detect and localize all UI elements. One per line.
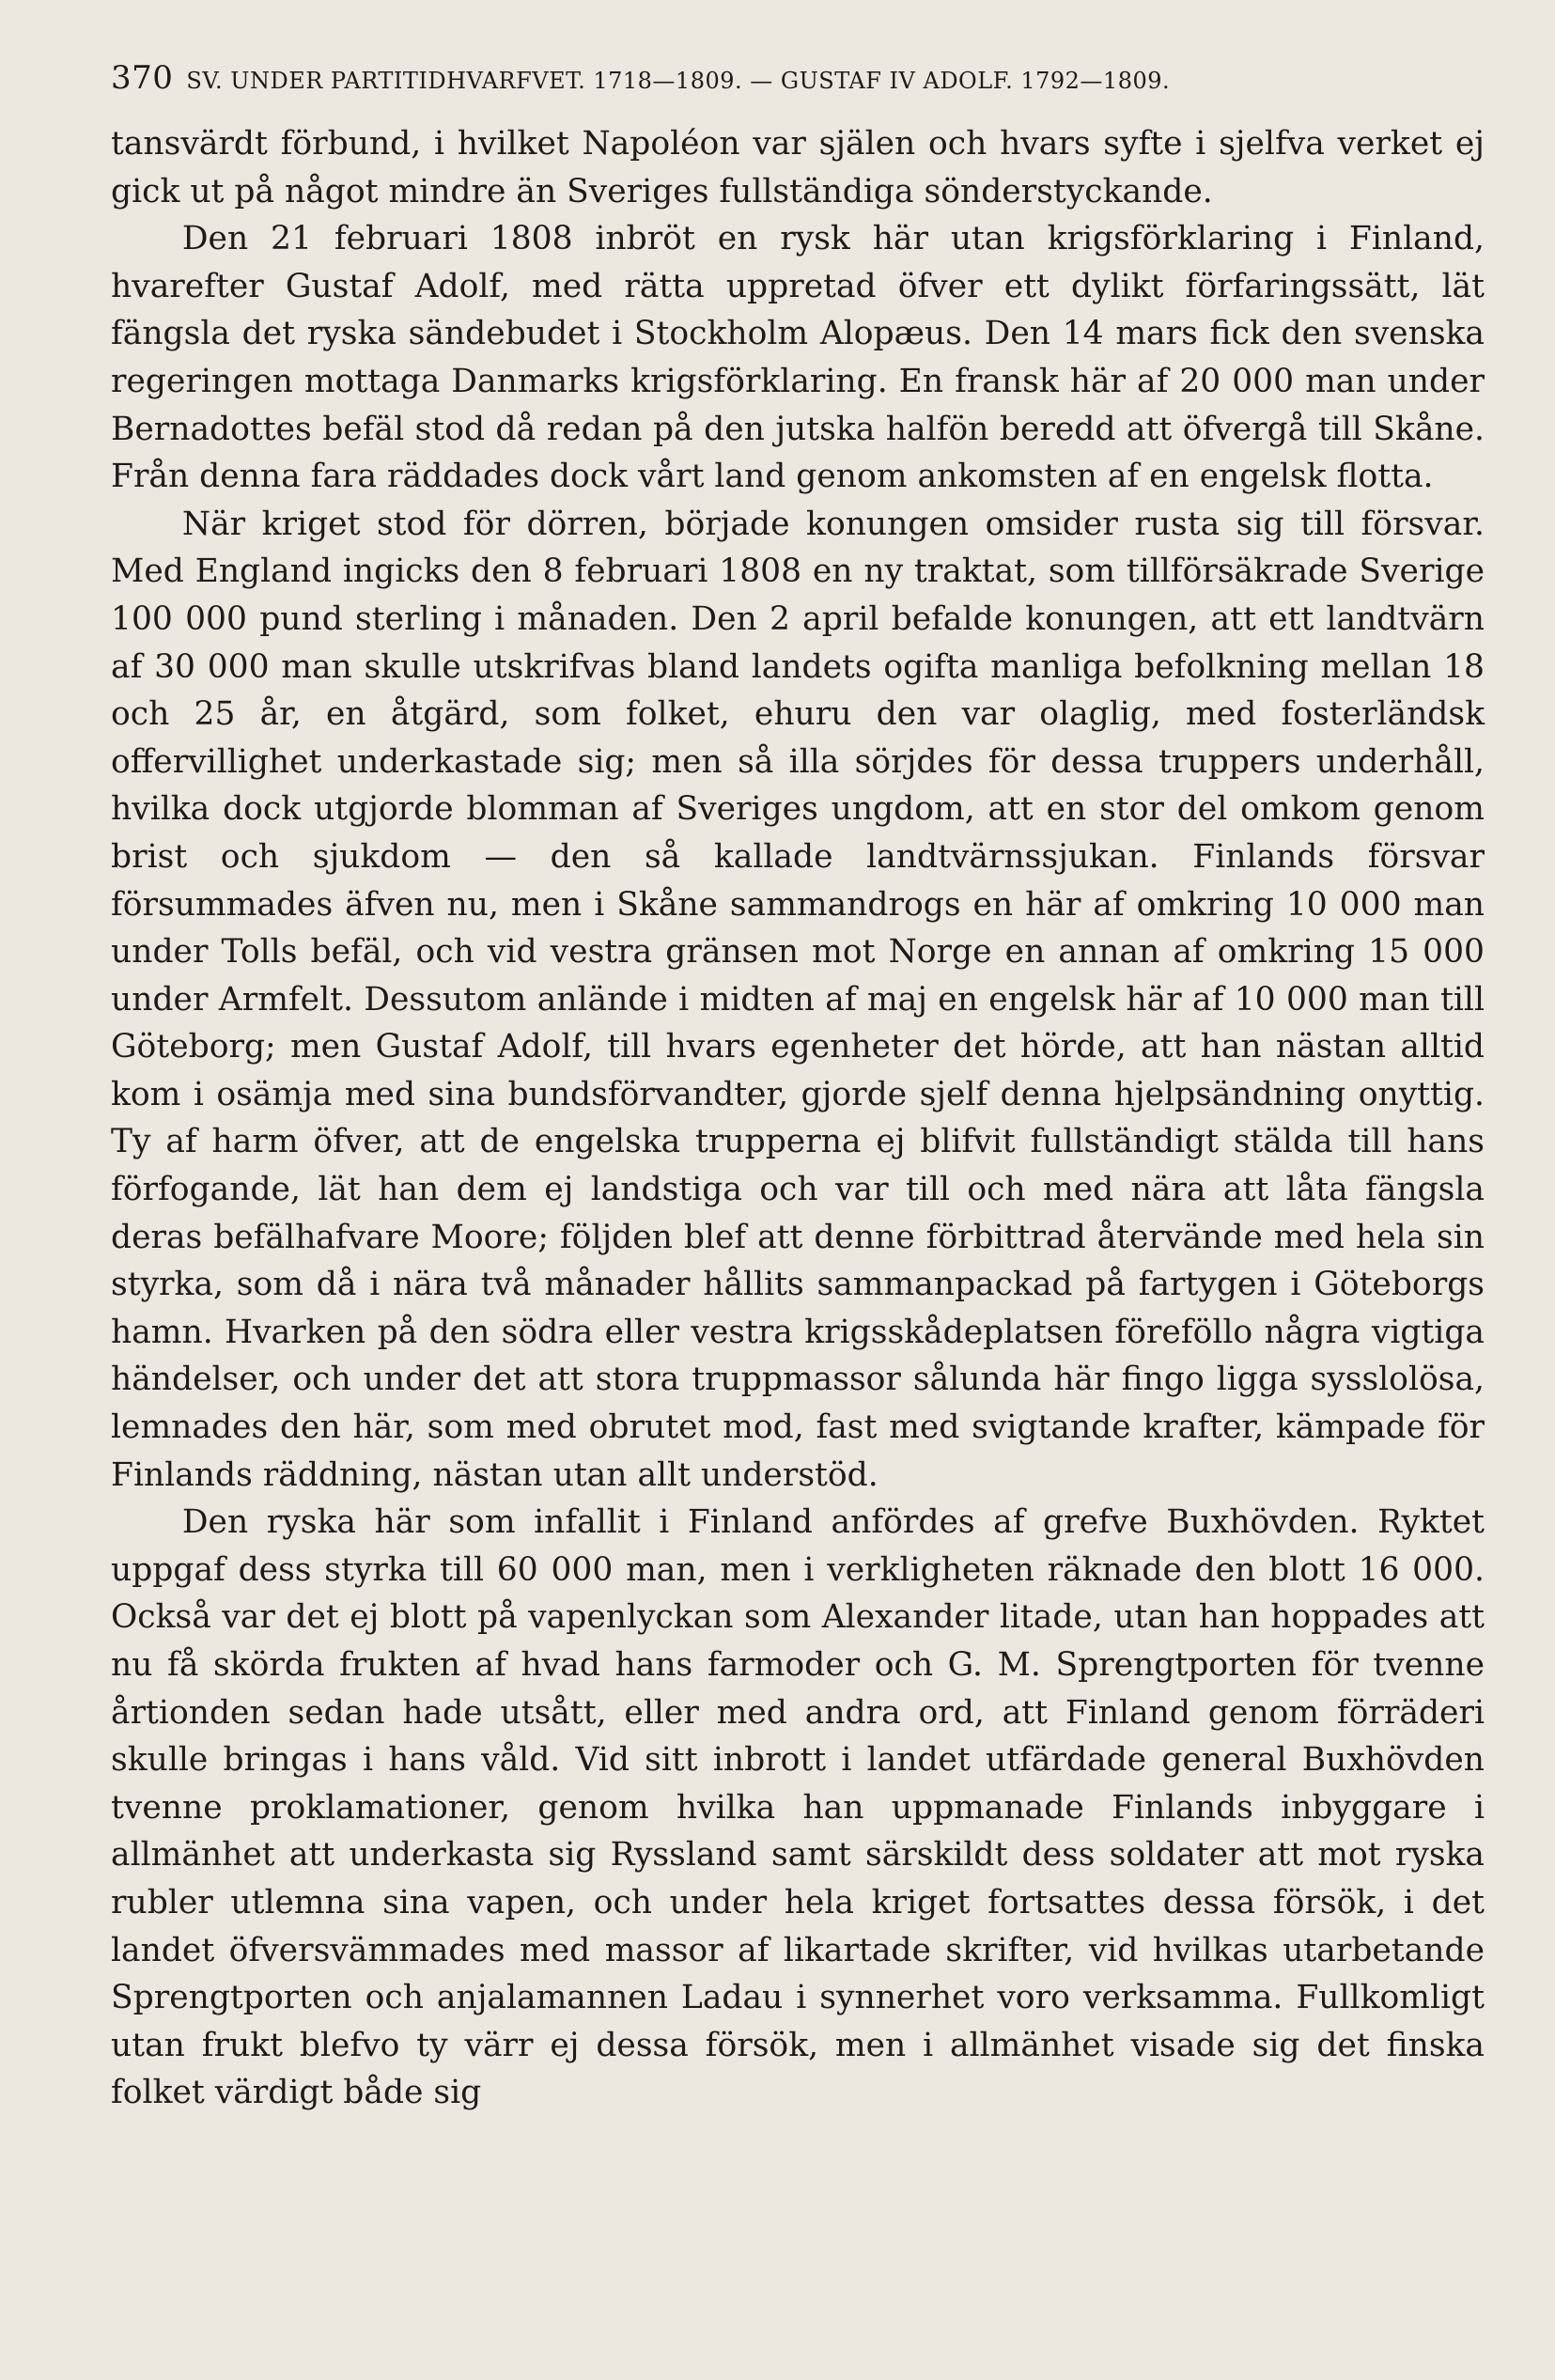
page-number: 370 [111, 59, 174, 97]
body-text [111, 120, 1485, 2117]
paragraph-defence-preparations: När kriget stod för dörren, började konungen omsider rusta sig till försvar. Med England ingicks den 8 februari 1808 en ny traktat, som tillförsäkrade Sverige 100 000 pund sterling i månaden. Den 2 april befalde konungen, att ett landtvärn af 30 000 man skulle utskrifvas bland landets ogifta manliga befolkning mellan 18 och 25 år, en åtgärd, som folket, ehuru den var olaglig, med fosterländsk offervillighet underkastade sig; men så illa sörjdes för dessa truppers underhåll, hvilka dock utgjorde blomman af Sveriges ungdom, att en stor del omkom genom brist och sjukdom — den så kallade landtvärnssjukan. Finlands försvar försummades äfven nu, men i Skåne sammandrogs en här af omkring 10 000 man under Tolls befäl, och vid vestra gränsen mot Norge en annan af omkring 15 000 under Armfelt. Dessutom anlände i midten af maj en engelsk här af 10 000 man till Göteborg; men Gustaf Adolf, till hvars egenheter det hörde, att han nästan alltid kom i osämja med sina bundsförvandter, gjorde sjelf denna hjelpsändning onyttig. Ty af harm öfver, att de engelska trupperna ej blifvit fullständigt stälda till hans förfogande, lät han dem ej landstiga och var till och med nära att låta fängsla deras befälhafvare Moore; följden blef att denne förbittrad återvände med hela sin styrka, som då i nära två månader hållits sammanpackad på fartygen i Göteborgs hamn. Hvarken på den södra eller vestra krigsskådeplatsen föreföllo några vigtiga händelser, och under det att stora truppmassor sålunda här fingo ligga sysslolösa, lemnades den här, som med obrutet mod, fast med svigtande krafter, kämpade för Finlands räddning, nästan utan allt understöd. [111, 505, 1485, 1494]
paragraph-continuation: tansvärdt förbund, i hvilket Napoléon var själen och hvars syfte i sjelfva verket ej gick ut på något mindre än Sveriges fullständiga sönderstyckande. [111, 125, 1485, 210]
running-head [111, 54, 1485, 120]
running-title: SV. UNDER PARTITIDHVARFVET. 1718—1809. — GUSTAF IV ADOLF. 1792—1809. [186, 68, 1171, 94]
paragraph-war-declaration: Den 21 februari 1808 inbröt en rysk här utan krigsförklaring i Finland, hvarefter Gustaf Adolf, med rätta uppretad öfver ett dylikt förfaringssätt, lät fängsla det ryska sändebudet i Stockholm Alopæus. Den 14 mars fick den svenska regeringen mottaga Danmarks krigsförklaring. En fransk här af 20 000 man under Bernadottes befäl stod då redan på den jutska halfön beredd att öfvergå till Skåne. Från denna fara räddades dock vårt land genom ankomsten af en engelsk flotta. [111, 220, 1485, 496]
paragraph-russian-army: Den ryska här som infallit i Finland anfördes af grefve Buxhövden. Ryktet uppgaf dess styrka till 60 000 man, men i verkligheten räknade den blott 16 000. Också var det ej blott på vapenlyckan som Alexander litade, utan han hoppades att nu få skörda frukten af hvad hans farmoder och G. M. Sprengtporten för tvenne årtionden sedan hade utsått, eller med andra ord, att Finland genom förräderi skulle bringas i hans våld. Vid sitt inbrott i landet utfärdade general Buxhövden tvenne proklamationer, genom hvilka han uppmanade Finlands inbyggare i allmänhet att underkasta sig Ryssland samt särskildt dess soldater att mot ryska rubler utlemna sina vapen, och under hela kriget fortsattes dessa försök, i det landet öfversvämmades med massor af likartade skrifter, vid hvilkas utarbetande Sprengtporten och anjalamannen Ladau i synnerhet voro verksamma. Fullkomligt utan frukt blefvo ty värr ej dessa försök, men i allmänhet visade sig det finska folket värdigt både sig [111, 1503, 1485, 2112]
